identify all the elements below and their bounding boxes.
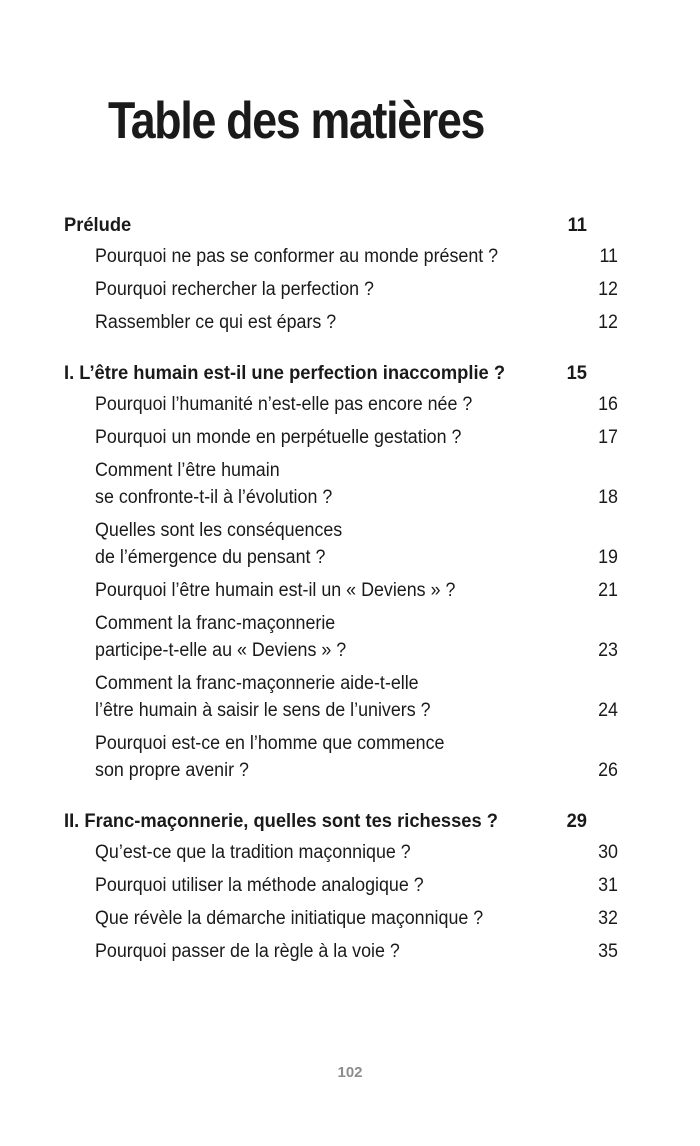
entry-title: Qu’est-ce que la tradition maçonnique ? xyxy=(95,842,411,863)
entry-page-number: 12 xyxy=(598,279,618,300)
entry-title: Que révèle la démarche initiatique maçonnique ? xyxy=(95,908,484,929)
toc-entry xyxy=(64,577,618,604)
toc-entry xyxy=(64,610,618,664)
entry-title: Quelles sont les conséquences de l’émergence du pensant ? xyxy=(95,520,343,568)
entry-page-number: 12 xyxy=(598,312,618,333)
section-page-number: 15 xyxy=(566,362,587,384)
toc-section-heading xyxy=(64,806,587,836)
entry-page-number: 19 xyxy=(598,547,618,568)
section-page-number: 29 xyxy=(566,810,587,832)
entry-title: Comment la franc-maçonnerie aide-t-elle l’être humain à saisir le sens de l’univers ? xyxy=(95,673,431,721)
toc-entry xyxy=(64,309,618,336)
section-title: II. Franc-maçonnerie, quelles sont tes richesses ? xyxy=(64,810,498,832)
toc-entry xyxy=(64,839,618,866)
toc-entry xyxy=(64,276,618,303)
entry-page-number: 16 xyxy=(598,394,618,415)
toc-entry xyxy=(64,424,618,451)
toc-entry xyxy=(64,517,618,571)
entry-page-number: 18 xyxy=(598,487,618,508)
entry-title: Pourquoi l’humanité n’est-elle pas encore née ? xyxy=(95,394,473,415)
entry-page-number: 24 xyxy=(598,700,618,721)
section-page-number: 11 xyxy=(567,214,587,236)
toc-entry xyxy=(64,730,618,784)
page-number: 102 xyxy=(337,1064,363,1081)
entry-title: Pourquoi ne pas se conformer au monde présent ? xyxy=(95,246,499,267)
toc-entry xyxy=(64,938,618,965)
section-title: Prélude xyxy=(64,214,132,236)
entry-page-number: 17 xyxy=(598,427,618,448)
toc-section-prelude xyxy=(64,210,618,336)
entry-title: Pourquoi un monde en perpétuelle gestation ? xyxy=(95,427,462,448)
entry-page-number: 35 xyxy=(598,941,618,962)
entry-page-number: 11 xyxy=(599,246,618,267)
toc-entry xyxy=(64,905,618,932)
entry-page-number: 26 xyxy=(598,760,618,781)
entry-title: Comment l’être humain se confronte-t-il à l’évolution ? xyxy=(95,460,333,508)
table-of-contents xyxy=(64,210,618,987)
entry-page-number: 31 xyxy=(598,875,618,896)
toc-entry xyxy=(64,243,618,270)
entry-page-number: 23 xyxy=(598,640,618,661)
toc-section-2 xyxy=(64,806,618,965)
entry-page-number: 21 xyxy=(598,580,618,601)
entry-title: Pourquoi passer de la règle à la voie ? xyxy=(95,941,400,962)
page-title: Table des matières xyxy=(108,92,485,150)
toc-section-heading xyxy=(64,210,587,240)
entry-page-number: 32 xyxy=(598,908,618,929)
toc-section-heading xyxy=(64,358,587,388)
section-title: I. L’être humain est-il une perfection inaccomplie ? xyxy=(64,362,506,384)
entry-title: Pourquoi utiliser la méthode analogique ? xyxy=(95,875,424,896)
toc-section-1 xyxy=(64,358,618,784)
entry-title: Rassembler ce qui est épars ? xyxy=(95,312,337,333)
toc-entry xyxy=(64,872,618,899)
entry-title: Pourquoi rechercher la perfection ? xyxy=(95,279,375,300)
entry-title: Pourquoi l’être humain est-il un « Deviens » ? xyxy=(95,580,456,601)
toc-entry xyxy=(64,670,618,724)
entry-title: Comment la franc-maçonnerie participe-t-elle au « Deviens » ? xyxy=(95,613,347,661)
toc-entry xyxy=(64,391,618,418)
entry-title: Pourquoi est-ce en l’homme que commence son propre avenir ? xyxy=(95,733,445,781)
entry-page-number: 30 xyxy=(598,842,618,863)
toc-entry xyxy=(64,457,618,511)
